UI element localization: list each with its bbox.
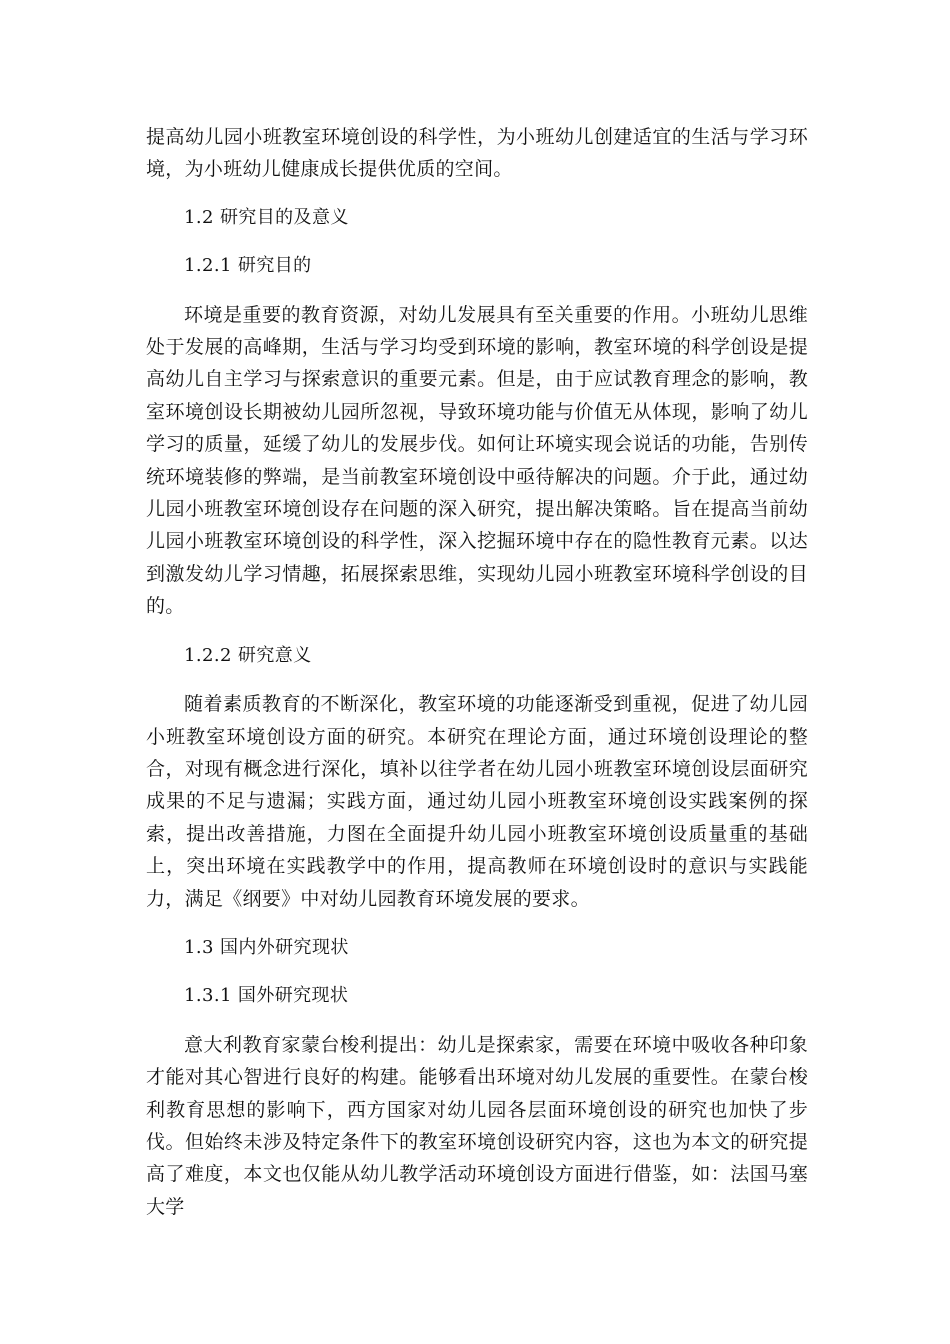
paragraph-research-significance: 随着素质教育的不断深化，教室环境的功能逐渐受到重视，促进了幼儿园小班教室环境创设方面的研究。本研究在理论方面，通过环境创设理论的整合，对现有概念进行深化，填补以往学者在幼儿园小班教室环境创设层面研究成果的不足与遗漏；实践方面，通过幼儿园小班教室环境创设实践案例的探索，提出改善措施，力图在全面提升幼儿园小班教室环境创设质量重的基础上，突出环境在实践教学中的作用，提高教师在环境创设时的意识与实践能力，满足《纲要》中对幼儿园教育环境发展的要求。 bbox=[146, 693, 808, 910]
section-heading-1-2-2: 1.2.2 研究意义 bbox=[184, 644, 312, 666]
section-heading-1-3-1: 1.3.1 国外研究现状 bbox=[184, 985, 349, 1007]
paragraph-foreign-research: 意大利教育家蒙台梭利提出：幼儿是探索家，需要在环境中吸收各种印象才能对其心智进行良好的构建。能够看出环境对幼儿发展的重要性。在蒙台梭利教育思想的影响下，西方国家对幼儿园各层面环境创设的研究也加快了步伐。但始终未涉及特定条件下的教室环境创设研究内容，这也为本文的研究提高了难度，本文也仅能从幼儿教学活动环境创设方面进行借鉴，如：法国马塞大学 bbox=[146, 1033, 808, 1218]
paragraph-intro-continuation: 提高幼儿园小班教室环境创设的科学性，为小班幼儿创建适宜的生活与学习环境，为小班幼儿健康成长提供优质的空间。 bbox=[146, 126, 808, 181]
section-heading-1-2-1: 1.2.1 研究目的 bbox=[184, 255, 312, 277]
document-body bbox=[146, 121, 808, 1223]
section-heading-1-3: 1.3 国内外研究现状 bbox=[184, 936, 349, 958]
paragraph-research-purpose: 环境是重要的教育资源，对幼儿发展具有至关重要的作用。小班幼儿思维处于发展的高峰期，生活与学习均受到环境的影响，教室环境的科学创设是提高幼儿自主学习与探索意识的重要元素。但是，由于应试教育理念的影响，教室环境创设长期被幼儿园所忽视，导致环境功能与价值无从体现，影响了幼儿学习的质量，延缓了幼儿的发展步伐。如何让环境实现会说话的功能，告别传统环境装修的弊端，是当前教室环境创设中亟待解决的问题。介于此，通过幼儿园小班教室环境创设存在问题的深入研究，提出解决策略。旨在提高当前幼儿园小班教室环境创设的科学性，深入挖掘环境中存在的隐性教育元素。以达到激发幼儿学习情趣，拓展探索思维，实现幼儿园小班教室环境科学创设的目的。 bbox=[146, 303, 808, 618]
section-heading-1-2: 1.2 研究目的及意义 bbox=[184, 206, 349, 228]
